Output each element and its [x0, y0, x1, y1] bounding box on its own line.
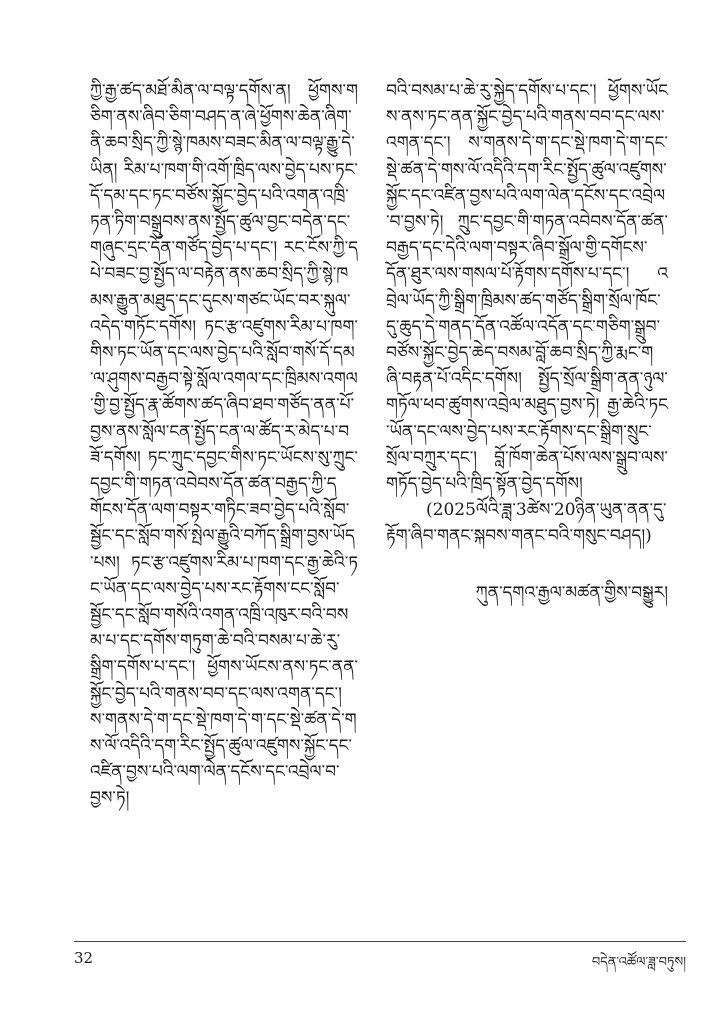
footer-divider [74, 941, 686, 942]
date-note: (2025ལོའི་ཟླ་3ཚེས་20ཉིན་ཡུན་ནན་དུ་རྟོག་ཞིབ་གནང་སྐབས་གནང་བའི་གསུང་བཤད།) [386, 500, 667, 547]
left-text-column [90, 78, 358, 812]
body-paragraph: ཀྱི་རྒྱ་ཚད་མཐོ་མིན་ལ་བལྟ་དགོས་ན། ཕྱོགས་གཅིག་ནས་ཞིབ་ཅིག་བཤད་ན་ཞེ་ཕྱོགས་ཆེན་ཞིག་ནི་ཆབ་སྲིད་ཀྱི་སྙེ་ཁམས་བཟང་མིན་ལ་བལྟ་རྒྱུ་དེ་ཡིན། རིམ་པ་ཁག་གི་འགོ་ཁྲིད་ལས་བྱེད་པས་ཏང་དོ་དམ་དང་ཏང་བཙོས་སྐྱོང་བྱེད་པའི་འགན་འཁྲི་ཏན་ཏིག་བསྒྲུབས་ནས་སྤྱོད་ཚུལ་བྱང་བདེན་དང་གཞུང་དྲང་དོན་གཙོད་བྱེད་པ་དང་། རང་ངོས་ཀྱི་དཔེ་བཟང་བྱ་སྤྱོད་ལ་བརྟེན་ནས་ཆབ་སྲིད་ཀྱི་སྙེ་ཁམས་རྒྱུན་མཐུད་དང་དུངས་གཙང་ཡོང་བར་སྐུལ་འདེད་གཏོང་དགོས། ཏང་རྩ་འཛུགས་རིམ་པ་ཁག་གིས་ཏང་ཡོན་དང་ལས་བྱེད་པའི་སློབ་གསོ་དོ་དམ་ལ་ཤུགས་བརྒྱབ་སྟེ་སློལ་འགལ་དང་ཁྲིམས་འགལ་གྱི་བྱ་སྤྱོད་རྣ་ཚོགས་ཚད་ཞིབ་ཐབ་གཙོད་ནན་པོ་བྱས་ནས་སློལ་ངན་སྤྱོད་ངན་ལ་ཚོད་ར་མེད་པ་བཟོ་དགོས། ཏང་ཀྲུང་དབྱང་གིས་ཏང་ཡོངས་སུ་ཀྲུང་དབྱང་གི་གཏན་འབེབས་དོན་ཚན་བརྒྱད་ཀྱི་དགོངས་དོན་ལག་བསྟར་གཏིང་ཟབ་བྱེད་པའི་སློབ་སྦྱོང་དང་སློབ་གསོ་སྤེལ་རྒྱུའི་བཀོད་སྒྲིག་བྱས་ཡོད་པས། ཏང་རྩ་འཛུགས་རིམ་པ་ཁག་དང་རྒྱ་ཆེའི་ཏང་ཡོན་དང་ལས་བྱེད་པས་རང་རྟོགས་ངང་སློབ་སྦྱོང་དང་སློབ་གསོའི་འགན་འཁྲི་འཁུར་བའི་བསམ་པ་དང་དགོས་གཏུག་ཆེ་བའི་བསམ་པ་ཆེ་རུ་སྒྲིག་དགོས་པ་དང་། ཕྱོགས་ཡོངས་ནས་ཏང་ནན་སྐྱོང་བྱེད་པའི་གནས་བབ་དང་ལས་འགན་དང་། ས་གནས་དེ་ག་དང་སྡེ་ཁག་དེ་ག་དང་སྡེ་ཚན་དེ་གས་ལོ་འདིའི་དག་རིང་སྤྱོད་ཚུལ་འཛུགས་སྐྱོང་དང་འཛིན་བྱས་པའི་ལག་ལེན་དངོས་དང་འབྲེལ་བ་བྱས་ཏེ། [90, 81, 358, 809]
running-title: བདེན་འཚོལ་ཟླ་བཏུས། [591, 955, 686, 970]
body-paragraph: བའི་བསམ་པ་ཆེ་རུ་སྐྱེད་དགོས་པ་དང་། ཕྱོགས་ཡོངས་ནས་ཏང་ནན་སྐྱོང་བྱེད་པའི་གནས་བབ་དང་ལས་འགན་དང་། ས་གནས་དེ་ག་དང་སྡེ་ཁག་དེ་ག་དང་སྡེ་ཚན་དེ་གས་ལོ་འདིའི་དག་རིང་སྤྱོད་ཚུལ་འཛུགས་སྐྱོང་དང་འཛིན་བྱས་པའི་ལག་ལེན་དངོས་དང་འབྲེལ་བ་བྱས་ཏེ། ཀྲུང་དབྱང་གི་གཏན་འབེབས་དོན་ཚན་བརྒྱད་དང་དེའི་ལག་བསྟར་ཞིབ་སྒྲོལ་གྱི་དགོངས་དོན་ཐུར་ལས་གསལ་པོ་རྟོགས་དགོས་པ་དང་། འབྲེལ་ཡོད་ཀྱི་སྒྲིག་ཁྲིམས་ཚད་གཙོད་སྒྲིག་སྲོལ་ཁོང་དུ་ཆུད་དེ་གནད་དོན་འཚོལ་འདོན་དང་གཅིག་སྒྲུབ་བཙོས་སྐྱོང་བྱེད་ཆེད་བསམ་བློ་ཆབ་སྲིད་ཀྱི་རྨང་གཞི་བརྟན་པོ་འདིང་དགོས། སྤྱོད་སྲོལ་སྒྲིག་ནན་ཉུལ་གཏོལ་ཕབ་ཚུགས་འབྲེལ་མཐུད་བྱས་ཏེ། རྒྱ་ཆེའི་ཏང་ཡོན་དང་ལས་བྱེད་པས་རང་རྟོགས་དང་སྒྲིག་སྲུང་སྲོལ་བཀྲུར་དང་། བློ་ཁོག་ཆེན་པོས་ལས་སྒྲུབ་ལས་གཏོད་བྱེད་པའི་ཁྲིད་སྟོན་བྱེད་དགོས། [386, 81, 668, 495]
right-text-column [386, 78, 668, 606]
translator-signature: ཀུན་དགའ་རྒྱལ་མཚན་གྱིས་བསྒྱུར། [475, 582, 668, 603]
page-number: 32 [74, 949, 94, 967]
